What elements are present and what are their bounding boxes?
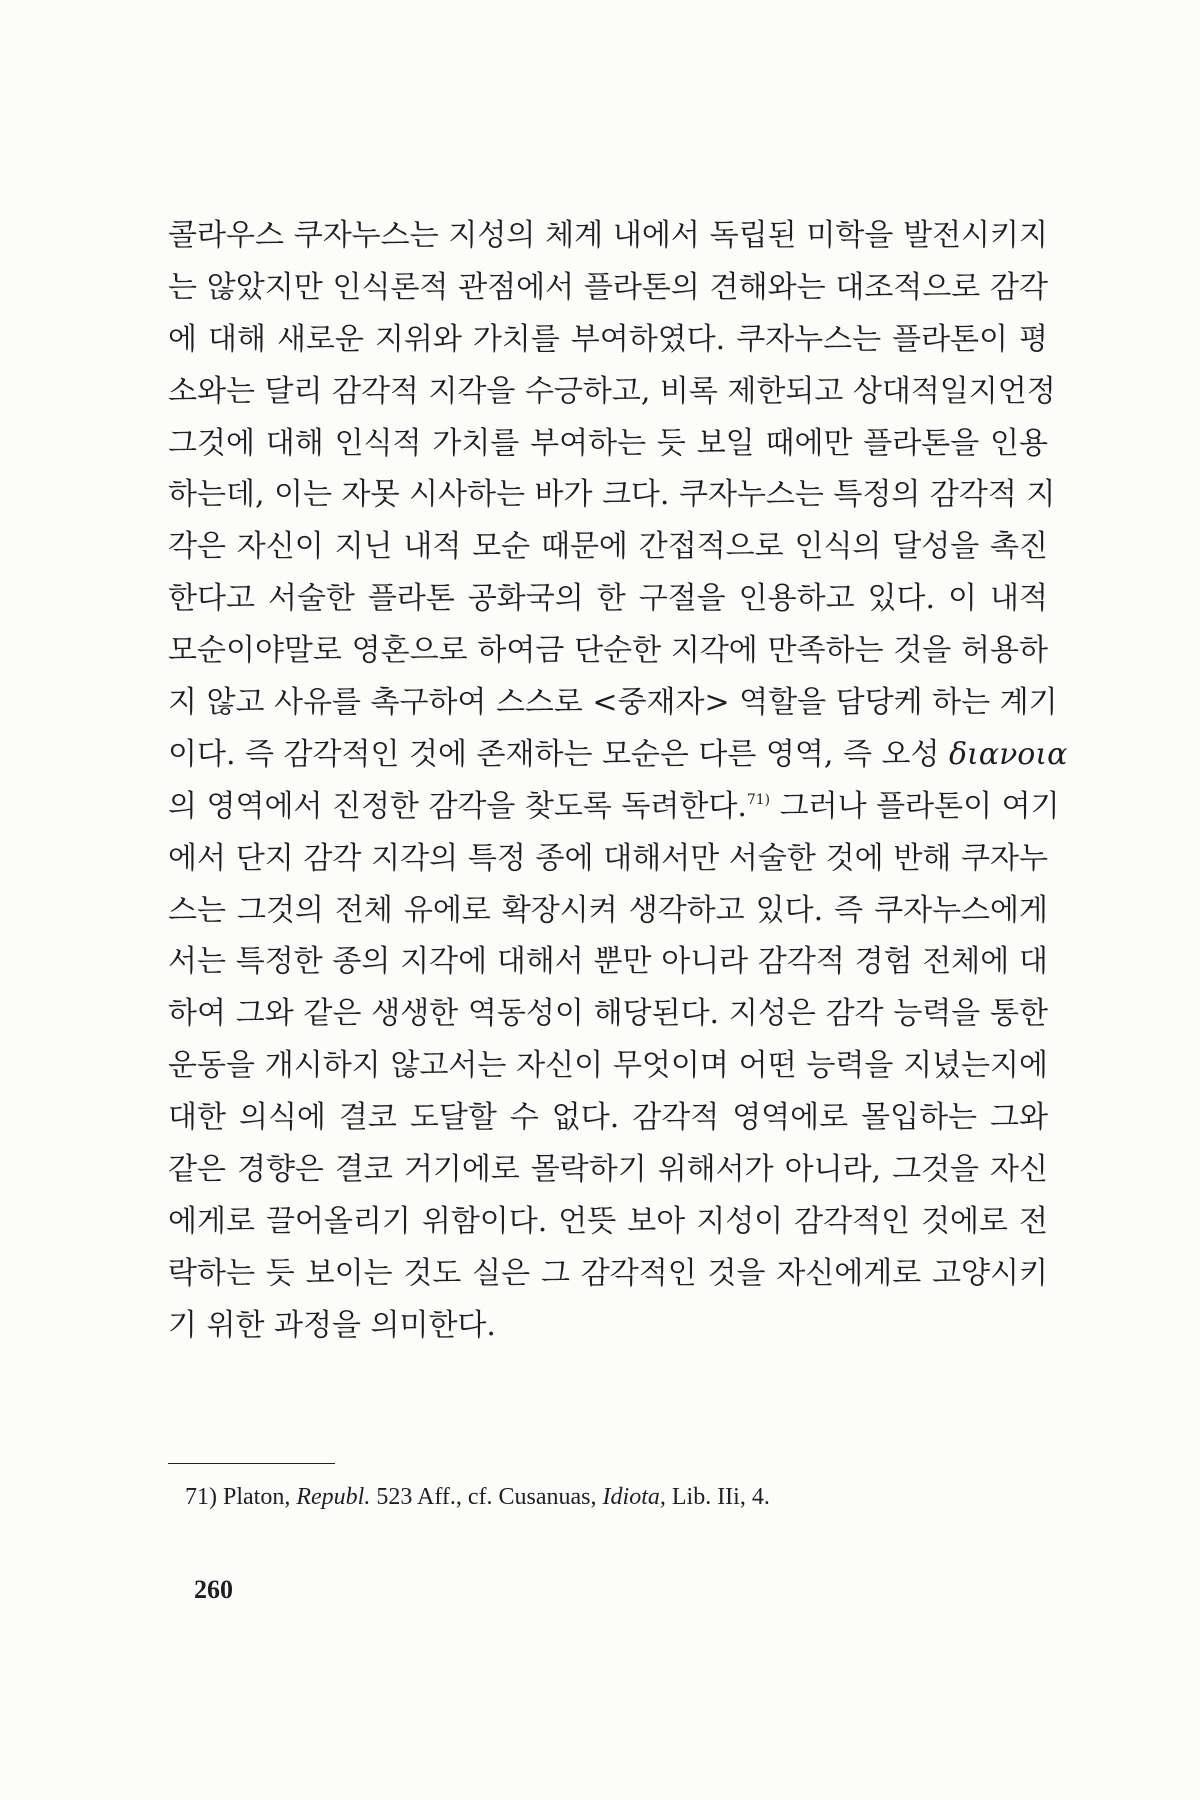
text-line-7: 각은 자신이 지닌 내적 모순 때문에 간접적으로 인식의 달성을 촉진 [168,529,1048,565]
footnote-reference-1: 523 Aff., cf. Cusanuas, [376,1484,597,1510]
text-line-17: 운동을 개시하지 않고서는 자신이 무엇이며 어떤 능력을 지녔는지에 [168,1048,1048,1084]
footnote-divider [168,1463,335,1464]
footnote-71 [185,1484,770,1511]
text-line-13: 에서 단지 감각 지각의 특정 종에 대해서만 서술한 것에 반해 쿠자누 [168,840,1048,876]
text-line-9: 모순이야말로 영혼으로 하여금 단순한 지각에 만족하는 것을 허용하 [168,633,1048,669]
page-number: 260 [194,1575,233,1604]
text-line-15: 서는 특정한 종의 지각에 대해서 뿐만 아니라 감각적 경험 전체에 대 [168,944,1048,980]
text-line-16: 하여 그와 같은 생생한 역동성이 해당된다. 지성은 감각 능력을 통한 [168,996,1048,1032]
text-line-2: 는 않았지만 인식론적 관점에서 플라톤의 견해와는 대조적으로 감각 [168,269,1048,305]
footnote-reference-2: Lib. IIi, 4. [671,1484,770,1510]
text-line-6: 하는데, 이는 자못 시사하는 바가 크다. 쿠자누스는 특정의 감각적 지 [168,477,1056,513]
text-line-5: 그것에 대해 인식적 가치를 부여하는 듯 보일 때에만 플라톤을 인용 [168,425,1048,461]
text-line-19: 같은 경향은 결코 거기에로 몰락하기 위해서가 아니라, 그것을 자신 [168,1152,1048,1188]
text-line-12-after: 그러나 플라톤이 여기 [770,788,1060,824]
text-line-20: 에게로 끌어올리기 위함이다. 언뜻 보아 지성이 감각적인 것에로 전 [168,1203,1048,1239]
text-line-12 [168,781,1060,833]
text-line-10: 지 않고 사유를 촉구하여 스스로 <중재자> 역할을 담당케 하는 계기 [168,685,1058,721]
footnote-work-idiota: Idiota, [602,1484,666,1510]
text-line-12-before: 의 영역에서 진정한 감각을 찾도록 독려한다. [168,788,747,824]
footnote-work-republic: Republ. [296,1484,371,1510]
text-line-3: 에 대해 새로운 지위와 가치를 부여하였다. 쿠자누스는 플라톤이 평 [168,321,1048,357]
main-text [168,210,1068,1352]
text-line-11-content: 이다. 즉 감각적인 것에 존재하는 모순은 다른 영역, 즉 오성 [168,736,940,772]
text-line-14: 스는 그것의 전체 유에로 확장시켜 생각하고 있다. 즉 쿠자누스에게 [168,892,1048,928]
text-line-22: 기 위한 과정을 의미한다. [168,1307,496,1343]
greek-word-dianoia: διανοια [948,736,1068,772]
text-line-21: 락하는 듯 보이는 것도 실은 그 감각적인 것을 자신에게로 고양시키 [168,1255,1048,1291]
footnote-reference-marker: 71) [746,791,771,808]
text-line-18: 대한 의식에 결코 도달할 수 없다. 감각적 영역에로 몰입하는 그와 [168,1100,1048,1136]
text-line-4: 소와는 달리 감각적 지각을 수긍하고, 비록 제한되고 상대적일지언정 [168,373,1056,409]
text-line-11 [168,729,1068,781]
footnote-author: Platon, [223,1484,291,1510]
text-line-1: 콜라우스 쿠자누스는 지성의 체계 내에서 독립된 미학을 발전시키지 [168,218,1048,253]
text-line-8: 한다고 서술한 플라톤 공화국의 한 구절을 인용하고 있다. 이 내적 [168,581,1048,617]
footnote-number: 71) [185,1484,217,1510]
